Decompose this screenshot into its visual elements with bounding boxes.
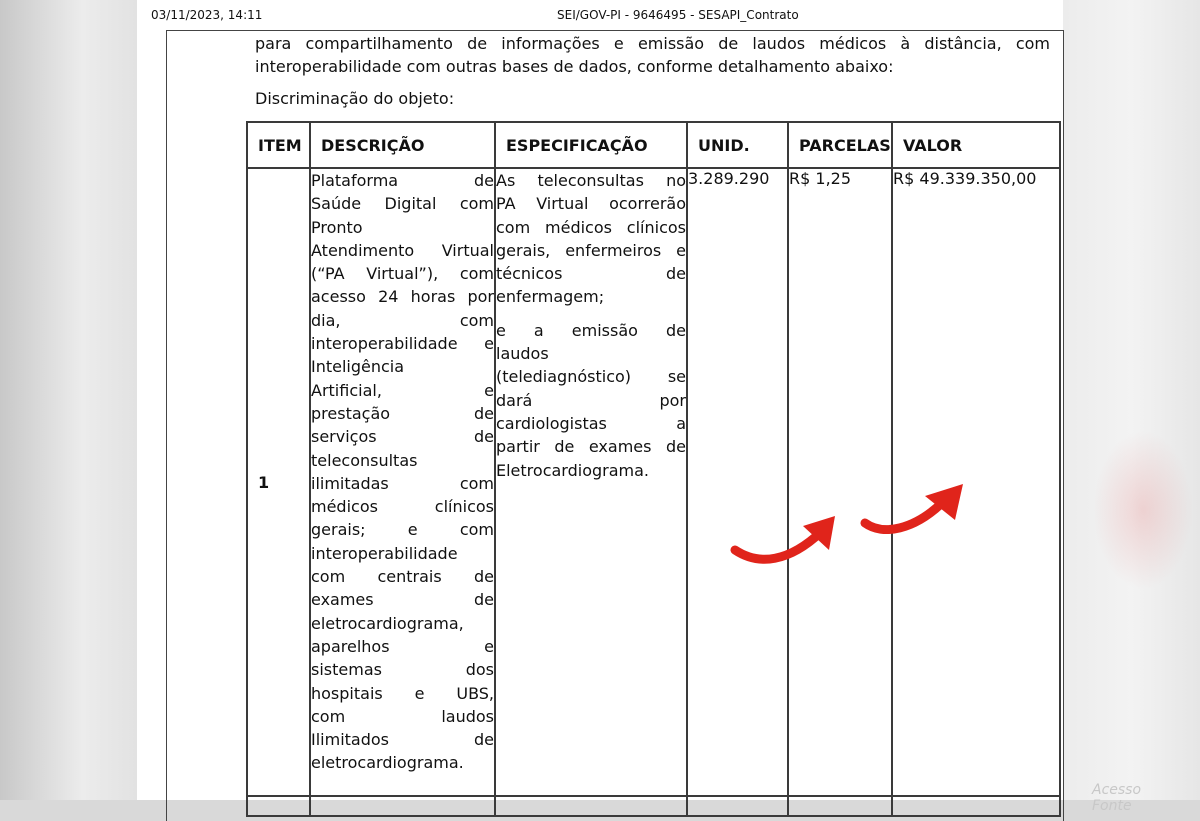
descricao-line: acesso 24 horas por xyxy=(311,287,494,307)
watermark: Acesso Fonte xyxy=(1092,782,1142,814)
descricao-line: Ilimitados de xyxy=(311,730,494,750)
spec-line: e a emissão de xyxy=(496,320,686,340)
descricao-line: com centrais de xyxy=(311,567,494,587)
left-background xyxy=(0,0,137,800)
header-parcelas: PARCELAS xyxy=(788,122,892,168)
table-header-row xyxy=(247,122,1060,168)
spec-line: enfermagem; xyxy=(496,287,605,307)
descricao-line: Plataforma de xyxy=(311,171,494,190)
header-unid: UNID. xyxy=(687,122,788,168)
descricao-line: sistemas dos xyxy=(311,660,494,680)
red-arrow-icon xyxy=(729,510,849,572)
object-table xyxy=(246,121,1061,817)
descricao-line: dia, com xyxy=(311,310,494,330)
header-descricao: DESCRIÇÃO xyxy=(310,122,495,168)
descricao-line: (“PA Virtual”), com xyxy=(311,264,494,284)
descricao-line: serviços de xyxy=(311,427,494,447)
descricao-line: ilimitadas com xyxy=(311,473,494,493)
spec-line: com médicos clínicos xyxy=(496,217,686,237)
intro-line-2: interoperabilidade com outras bases de dados, conforme detalhamento abaixo: xyxy=(255,57,894,76)
intro-line-1: para compartilhamento de informações e emissão de laudos médicos à distância, com xyxy=(255,34,1050,53)
spec-paragraph-2 xyxy=(496,319,686,482)
descricao-line: exames de xyxy=(311,590,494,610)
cell-descricao xyxy=(310,168,495,796)
spec-line: partir de exames de xyxy=(496,437,686,457)
spec-line: cardiologistas a xyxy=(496,413,686,433)
cell-unid: 3.289.290 xyxy=(687,168,788,796)
document-page xyxy=(137,0,1142,814)
spec-line: gerais, enfermeiros e xyxy=(496,240,686,260)
descricao-line: Saúde Digital com xyxy=(311,194,494,214)
cell-especificacao xyxy=(495,168,687,796)
spec-line: (telediagnóstico) se xyxy=(496,367,686,387)
descricao-line: com laudos xyxy=(311,706,494,726)
spec-line: técnicos de xyxy=(496,264,686,284)
descricao-line: eletrocardiograma. xyxy=(311,753,464,773)
spec-paragraph-1 xyxy=(496,169,686,309)
cell-valor: R$ 49.339.350,00 xyxy=(892,168,1060,796)
descricao-line: hospitais e UBS, xyxy=(311,683,494,703)
descricao-line: interoperabilidade xyxy=(311,543,458,563)
header-valor: VALOR xyxy=(892,122,1060,168)
descricao-line: prestação de xyxy=(311,403,494,423)
table-row-next xyxy=(247,796,1060,816)
discriminacao-label: Discriminação do objeto: xyxy=(255,89,455,108)
descricao-line: Inteligência xyxy=(311,357,405,377)
right-background xyxy=(1063,0,1200,800)
cell-parcelas: R$ 1,25 xyxy=(788,168,892,796)
document-title: SEI/GOV-PI - 9646495 - SESAPI_Contrato xyxy=(557,8,799,22)
header-especificacao: ESPECIFICAÇÃO xyxy=(495,122,687,168)
descricao-lines xyxy=(311,169,494,775)
descricao-line: médicos clínicos xyxy=(311,497,494,517)
spec-line: dará por xyxy=(496,390,686,410)
descricao-line: teleconsultas xyxy=(311,450,418,470)
descricao-line: eletrocardiograma, xyxy=(311,613,464,633)
spec-line: Eletrocardiograma. xyxy=(496,460,649,480)
spec-line: As teleconsultas no xyxy=(496,171,686,190)
cell-item: 1 xyxy=(247,168,310,796)
spec-line: PA Virtual ocorrerão xyxy=(496,194,686,214)
header-item: ITEM xyxy=(247,122,310,168)
descricao-line: aparelhos e xyxy=(311,636,494,656)
descricao-line: Atendimento Virtual xyxy=(311,240,494,260)
descricao-line: gerais; e com xyxy=(311,520,494,540)
descricao-line: Artificial, e xyxy=(311,380,494,400)
spec-line: laudos xyxy=(496,344,549,364)
red-arrow-icon xyxy=(859,478,974,540)
descricao-line: Pronto xyxy=(311,217,363,237)
descricao-line: interoperabilidade e xyxy=(311,334,494,354)
print-date: 03/11/2023, 14:11 xyxy=(151,8,263,22)
